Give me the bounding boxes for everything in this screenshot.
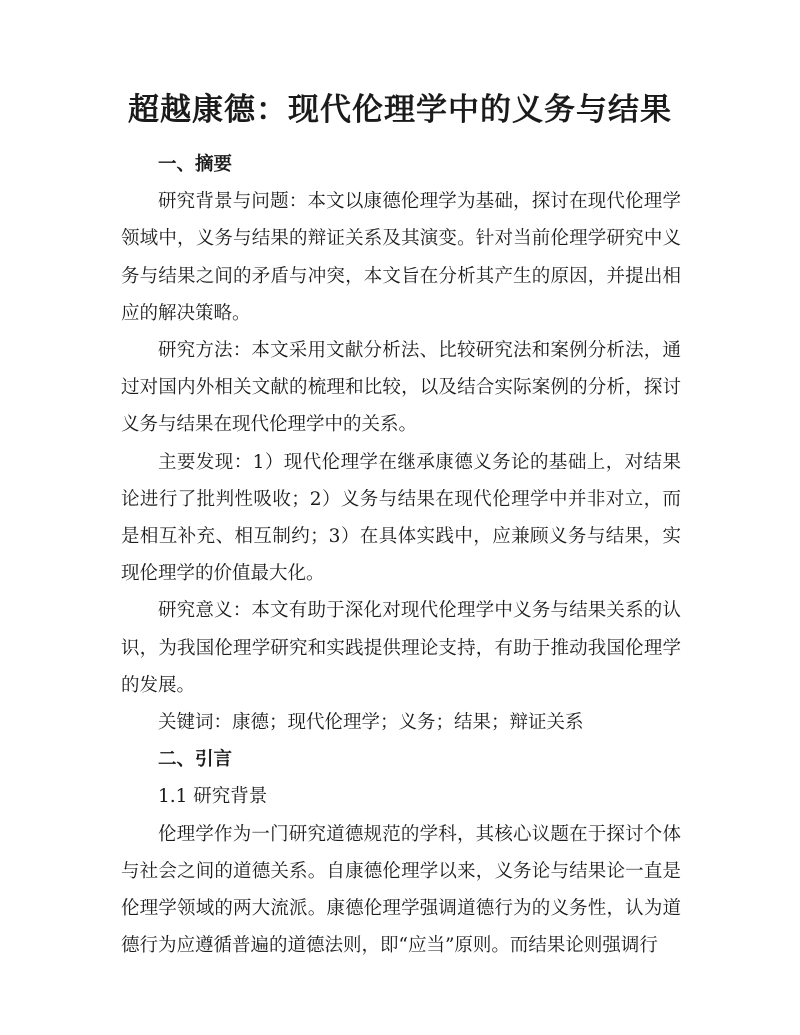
abstract-methods-paragraph: 研究方法：本文采用文献分析法、比较研究法和案例分析法，通过对国内外相关文献的梳理和比较，以及结合实际案例的分析，探讨义务与结果在现代伦理学中的关系。 xyxy=(121,340,681,436)
document-body xyxy=(121,146,681,964)
section-heading-abstract: 一、摘要 xyxy=(158,154,233,175)
section-heading-introduction: 二、引言 xyxy=(158,749,233,771)
keywords-line: 关键词：康德；现代伦理学；义务；结果；辩证关系 xyxy=(158,712,584,734)
abstract-findings-paragraph: 主要发现：1）现代伦理学在继承康德义务论的基础上，对结果论进行了批判性吸收；2）义务与结果在现代伦理学中并非对立，而是相互补充、相互制约；3）在具体实践中，应兼顾义务与结果，实现伦理学的价值最大化。 xyxy=(121,451,681,585)
abstract-background-paragraph: 研究背景与问题：本文以康德伦理学为基础，探讨在现代伦理学领域中，义务与结果的辩证关系及其演变。针对当前伦理学研究中义务与结果之间的矛盾与冲突，本文旨在分析其产生的原因，并提出相应的解决策略。 xyxy=(121,191,681,324)
abstract-significance-paragraph: 研究意义：本文有助于深化对现代伦理学中义务与结果关系的认识，为我国伦理学研究和实践提供理论支持，有助于推动我国伦理学的发展。 xyxy=(121,600,681,696)
subsection-heading-background: 1.1 研究背景 xyxy=(158,786,268,808)
document-title: 超越康德：现代伦理学中的义务与结果 xyxy=(128,92,672,128)
introduction-paragraph: 伦理学作为一门研究道德规范的学科，其核心议题在于探讨个体与社会之间的道德关系。自康德伦理学以来，义务论与结果论一直是伦理学领域的两大流派。康德伦理学强调道德行为的义务性，认为道德行为应遵循普遍的道德法则，即“应当”原则。而结果论则强调行 xyxy=(121,823,681,957)
